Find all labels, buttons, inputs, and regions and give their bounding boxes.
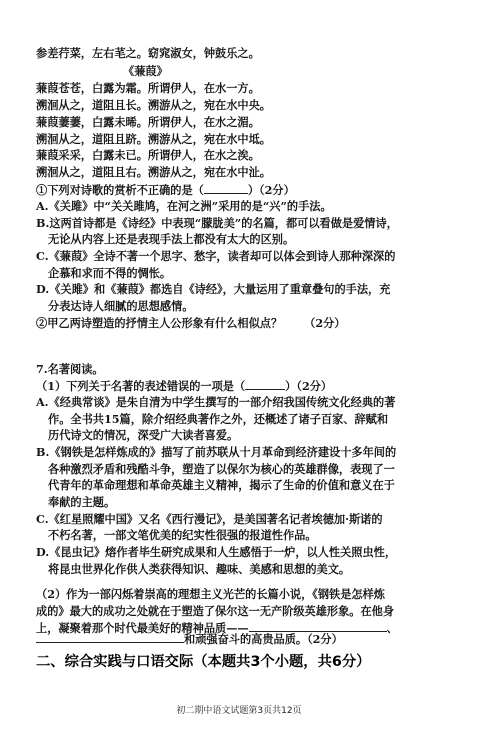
q6-option-c: C.《蒹葭》全诗不著一个思字、愁字，读者却可以体会到诗人那种深深的 bbox=[36, 249, 396, 263]
poem2-title: 《蒹葭》 bbox=[123, 64, 168, 78]
q6-option-a: A.《关雎》中“关关雎鸠，在河之洲”采用的是“兴”的手法。 bbox=[36, 199, 332, 213]
answer-blank[interactable] bbox=[245, 378, 285, 390]
q7-sub2-line: （2）作为一部闪烁着崇高的理想主义光芒的长篇小说，《钢铁是怎样炼 bbox=[36, 587, 385, 601]
q7-option-b: B.《钢铁是怎样炼成的》描写了前苏联从十月革命到经济建设十多年间的 bbox=[36, 445, 397, 459]
q6-option-c-cont: 企慕和求而不得的惆怅。 bbox=[48, 266, 172, 280]
q7-option-d: D.《昆虫记》熔作者毕生研究成果和人生感悟于一炉，以人性关照虫性， bbox=[36, 545, 397, 559]
q7-option-b-cont: 各种激烈矛盾和残酷斗争，塑造了以保尔为核心的英雄群像，表现了一 bbox=[48, 462, 395, 476]
answer-blank[interactable] bbox=[36, 631, 184, 643]
poem2-line: 溯洄从之，道阻且跻。溯游从之，宛在水中坻。 bbox=[36, 132, 271, 146]
q7-option-a: A.《经典常谈》是朱自清为中学生撰写的一部介绍我国传统文化经典的著 bbox=[36, 395, 396, 409]
poem1-last-line: 参差荇菜，左右芼之。窈窕淑女，钟鼓乐之。 bbox=[36, 46, 260, 60]
q7-sub1-stem: （1）下列关于名著的表述错误的一项是（ ）（2分） bbox=[36, 379, 333, 393]
q7-option-c: C.《红星照耀中国》又名《西行漫记》，是美国著名记者埃德加·斯诺的 bbox=[36, 512, 383, 526]
answer-blank[interactable] bbox=[204, 182, 248, 194]
q7-sub2-line: 上，凝聚着那个时代最美好的精神品质—— 、 bbox=[36, 621, 398, 635]
q6-sub2: ②甲乙两诗塑造的抒情主人公形象有什么相似点？ （2分） bbox=[36, 316, 346, 330]
q6-option-d: D.《关雎》和《蒹葭》都选自《诗经》，大量运用了重章叠句的手法，充 bbox=[36, 282, 391, 296]
poem2-line: 溯洄从之，道阻且右。溯游从之，宛在水中沚。 bbox=[36, 165, 271, 179]
q7-heading: 7.名著阅读。 bbox=[36, 362, 104, 376]
poem2-line: 蒹葭苍苍，白露为霜。所谓伊人，在水一方。 bbox=[36, 81, 260, 95]
q7-option-d-cont: 将昆虫世界化作供人类获得知识、趣味、美感和思想的美文。 bbox=[48, 562, 351, 576]
q7-sub2-line: 成的》最大的成功之处就在于塑造了保尔这一无产阶级英雄形象。在他身 bbox=[36, 604, 395, 618]
poem2-line: 溯洄从之，道阻且长。溯游从之，宛在水中央。 bbox=[36, 98, 271, 112]
q6-option-b-cont: 无论从内容上还是表现手法上都没有太大的区别。 bbox=[48, 232, 295, 246]
q7-option-b-cont: 奉献的主题。 bbox=[48, 495, 116, 509]
q7-option-c-cont: 不朽名著，一部文笔优美的纪实性很强的报道性作品。 bbox=[48, 528, 317, 542]
q6-option-b: B.这两首诗都是《诗经》中表现“朦胧美”的名篇，都可以看做是爱情诗， bbox=[36, 216, 398, 230]
section-heading: 二、综合实践与口语交际（本题共3个小题，共6分） bbox=[36, 654, 371, 670]
q7-sub2-line: 和顽强奋斗的高贵品质。（2分） bbox=[36, 631, 343, 646]
page-footer: 初二期中语文试题第3页共12页 bbox=[176, 706, 302, 716]
poem2-line: 蒹葭采采，白露未已。所谓伊人，在水之涘。 bbox=[36, 148, 260, 162]
q7-option-a-cont: 历代诗文的情况，深受广大读者喜爱。 bbox=[48, 428, 239, 442]
q6-sub1-stem: ①下列对诗歌的赏析不正确的是（ ）（2分） bbox=[36, 183, 295, 197]
q6-option-d-cont: 分表达诗人细腻的思想感情。 bbox=[48, 299, 194, 313]
q7-option-a-cont: 作。全书共15篇，除介绍经典著作之外，还概述了诸子百家、辞赋和 bbox=[48, 412, 389, 426]
poem2-line: 蒹葭萋萋，白露未晞。所谓伊人，在水之湄。 bbox=[36, 115, 260, 129]
q7-option-b-cont: 代青年的革命理想和革命英雄主义精神，揭示了生命的价值和意义在于 bbox=[48, 478, 395, 492]
